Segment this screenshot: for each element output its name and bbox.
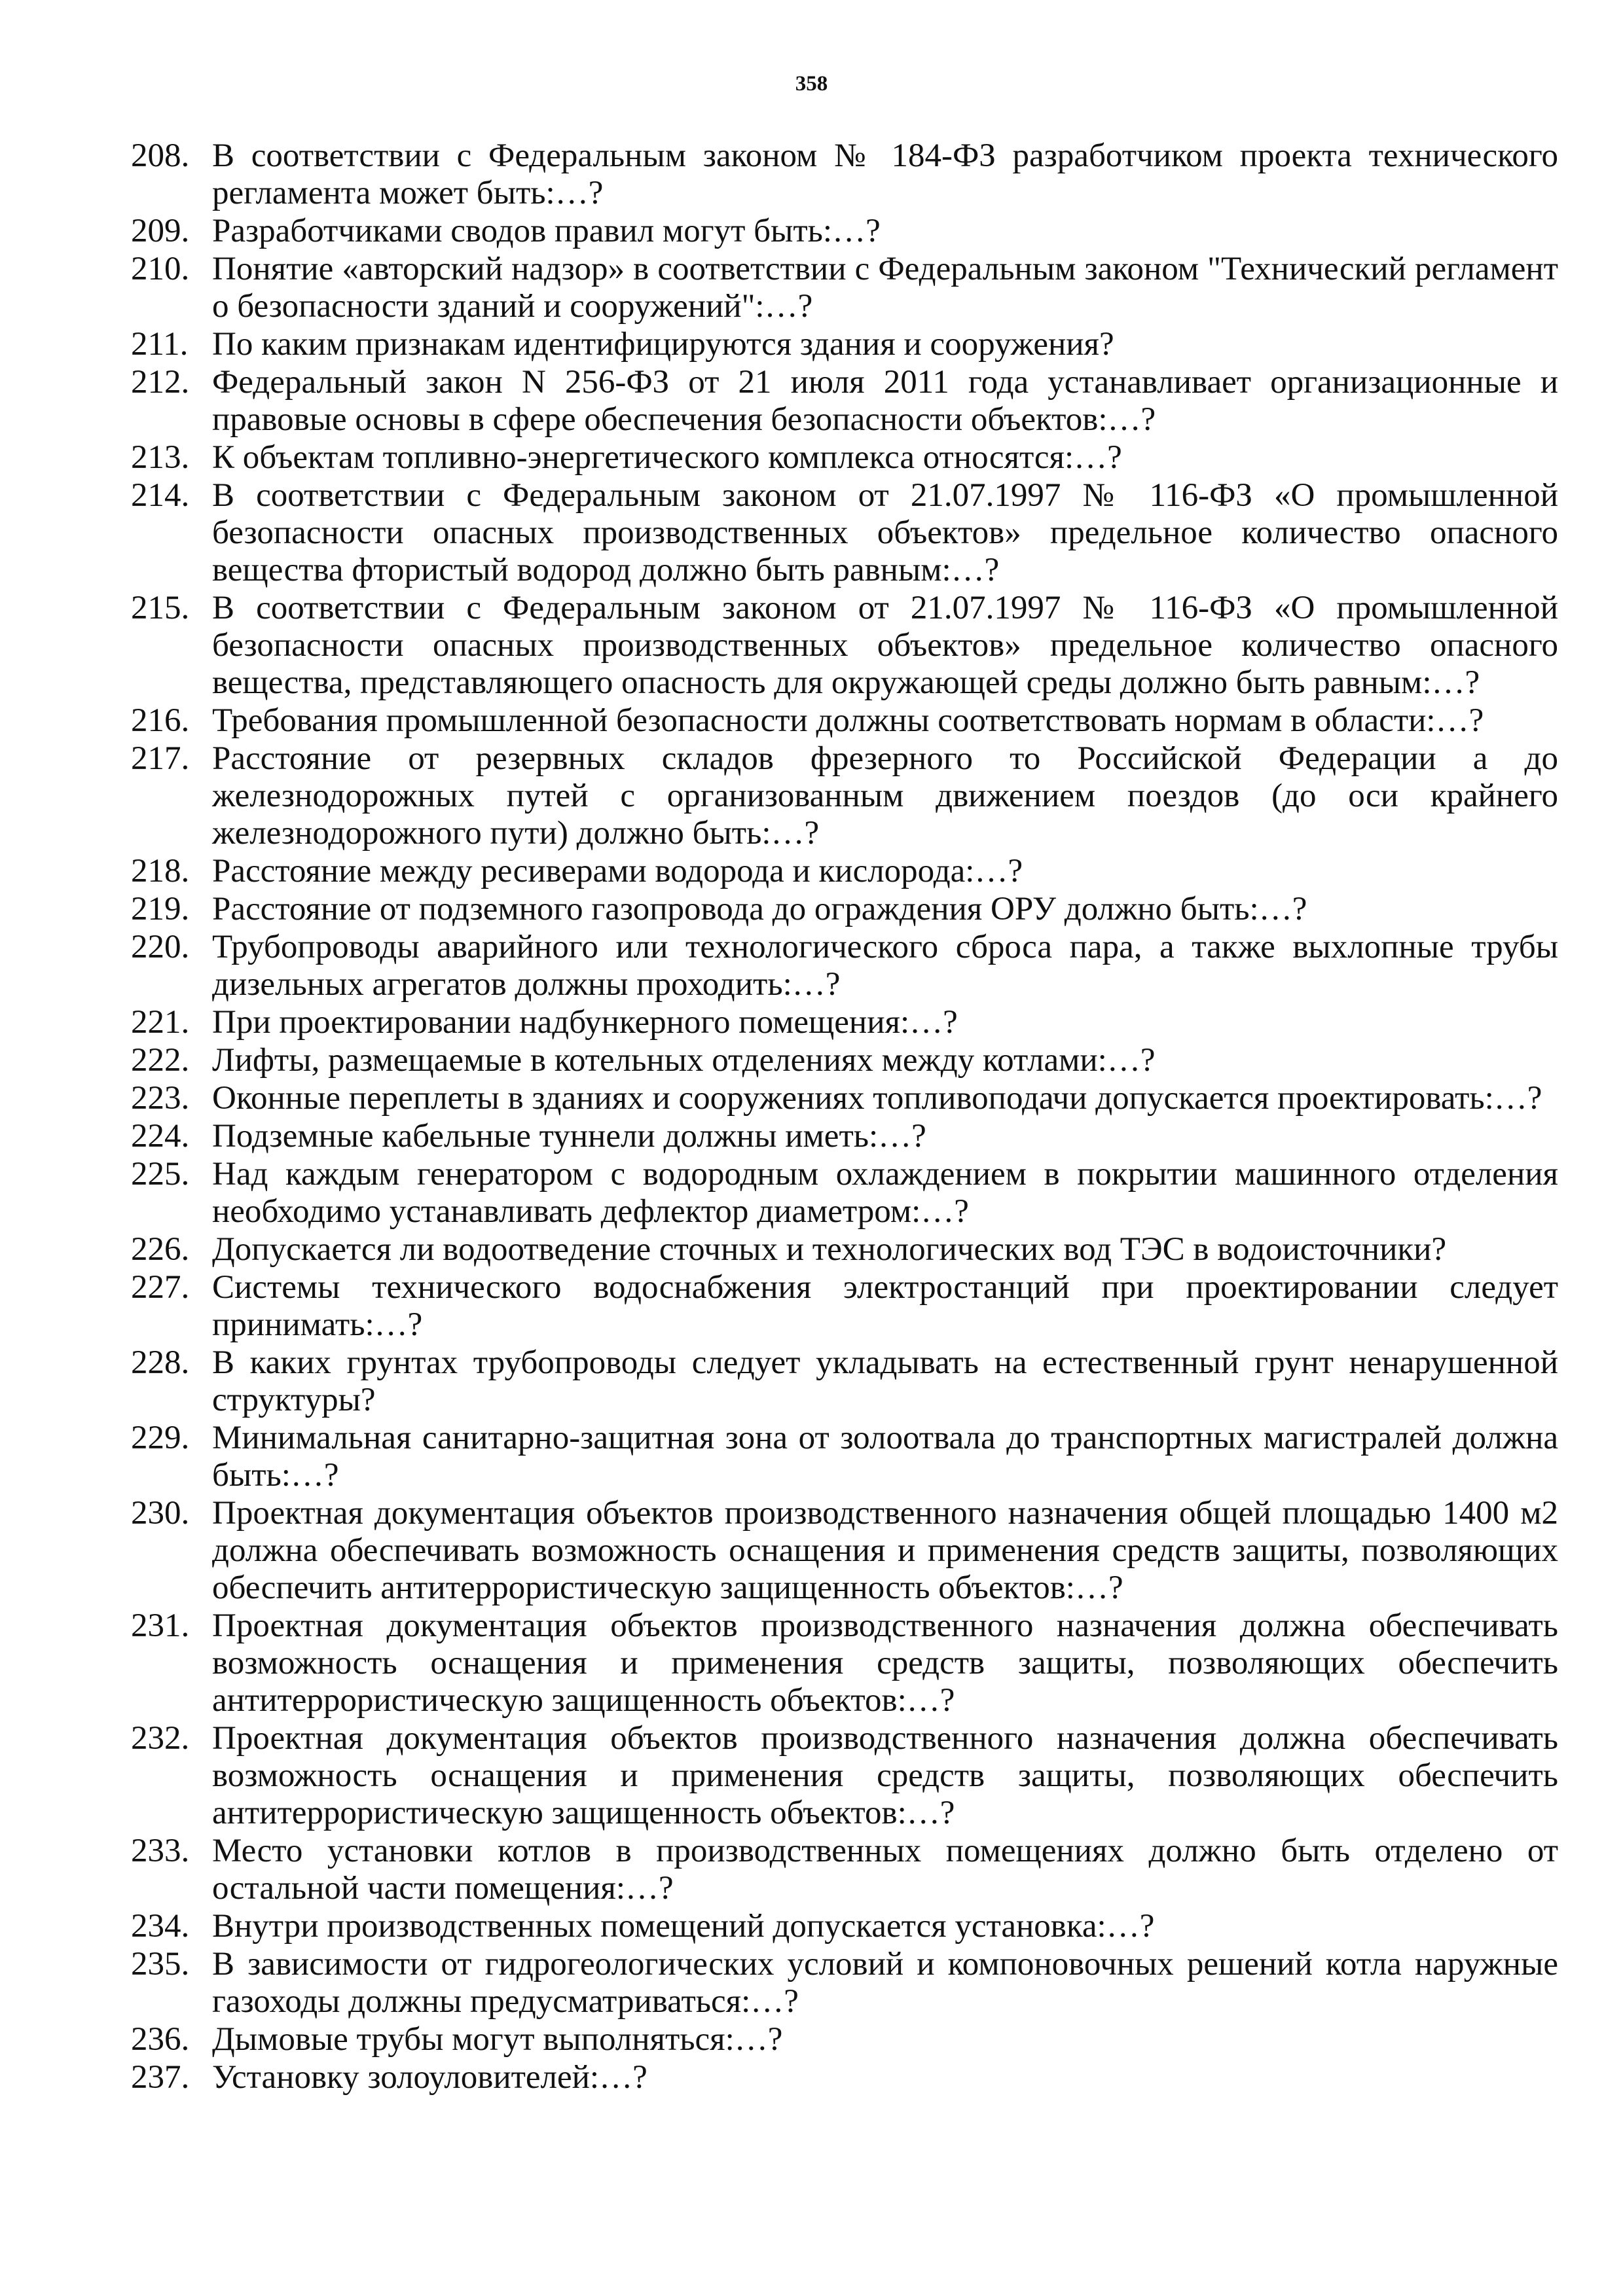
question-item — [131, 1495, 1558, 1607]
question-number: 236. — [131, 2021, 190, 2058]
question-text: Системы технического водоснабжения электростанций при проектировании следует принимать:…? — [212, 1269, 1558, 1343]
question-text: Над каждым генератором с водородным охлаждением в покрытии машинного отделения необходимо устанавливать дефлектор диаметром:…? — [212, 1156, 1558, 1230]
question-text: Установку золоуловителей:…? — [212, 2059, 647, 2096]
question-item — [131, 1607, 1558, 1719]
question-number: 237. — [131, 2059, 190, 2096]
question-item — [131, 740, 1558, 852]
question-item — [131, 137, 1558, 212]
question-text: Допускается ли водоотведение сточных и технологических вод ТЭС в водоисточники? — [212, 1231, 1447, 1268]
question-text: Минимальная санитарно-защитная зона от золоотвала до транспортных магистралей должна быть:…? — [212, 1420, 1558, 1494]
question-text: Разработчиками сводов правил могут быть:…? — [212, 213, 881, 249]
question-item — [131, 929, 1558, 1003]
question-text: В зависимости от гидрогеологических условий и компоновочных решений котла наружные газоходы должны предусматриваться:…? — [212, 1946, 1558, 2020]
question-number: 208. — [131, 137, 190, 174]
question-text: В соответствии с Федеральным законом от 21.07.1997 № 116-ФЗ «О промышленной безопасности опасных производственных объектов» предельное количество опасного вещества, представляющего опасность для окружающей среды должно быть равным:…? — [212, 590, 1558, 701]
question-text: Понятие «авторский надзор» в соответствии с Федеральным законом "Технический регламент о безопасности зданий и сооружений":…? — [212, 251, 1558, 325]
question-text: Проектная документация объектов производственного назначения должна обеспечивать возможность оснащения и применения средств защиты, позволяющих обеспечить антитеррористическую защищенность объектов:…? — [212, 1720, 1558, 1831]
question-number: 211. — [131, 326, 189, 363]
question-item — [131, 1833, 1558, 1907]
question-text: Дымовые трубы могут выполняться:…? — [212, 2021, 783, 2058]
question-number: 218. — [131, 853, 190, 889]
question-number: 213. — [131, 439, 190, 476]
question-number: 228. — [131, 1344, 190, 1381]
question-number: 235. — [131, 1946, 190, 1982]
question-number: 210. — [131, 251, 190, 287]
question-number: 231. — [131, 1607, 190, 1644]
question-text: Место установки котлов в производственных помещениях должно быть отделено от остальной части помещения:…? — [212, 1833, 1558, 1907]
question-number: 215. — [131, 590, 190, 626]
question-item — [131, 1344, 1558, 1419]
question-item — [131, 1946, 1558, 2020]
question-text: Федеральный закон N 256-ФЗ от 21 июля 2011 года устанавливает организационные и правовые основы в сфере обеспечения безопасности объектов:…? — [212, 364, 1558, 438]
question-number: 229. — [131, 1420, 190, 1456]
question-item — [131, 213, 1558, 250]
question-item — [131, 891, 1558, 928]
question-text: В каких грунтах трубопроводы следует укладывать на естественный грунт ненарушенной структуры? — [212, 1344, 1558, 1418]
question-text: По каким признакам идентифицируются здания и сооружения? — [212, 326, 1114, 363]
question-text: В соответствии с Федеральным законом от 21.07.1997 № 116-ФЗ «О промышленной безопасности опасных производственных объектов» предельное количество опасного вещества фтористый водород должно быть равным:…? — [212, 477, 1558, 588]
question-text: Проектная документация объектов производственного назначения должна обеспечивать возможность оснащения и применения средств защиты, позволяющих обеспечить антитеррористическую защищенность объектов:…? — [212, 1607, 1558, 1719]
question-item — [131, 1908, 1558, 1945]
question-number: 224. — [131, 1118, 190, 1155]
question-item — [131, 326, 1558, 363]
question-number: 234. — [131, 1908, 190, 1945]
question-item — [131, 702, 1558, 740]
question-number: 221. — [131, 1004, 190, 1041]
question-item — [131, 477, 1558, 589]
question-text: Оконные переплеты в зданиях и сооружениях топливоподачи допускается проектировать:…? — [212, 1080, 1542, 1117]
question-item — [131, 590, 1558, 702]
question-number: 227. — [131, 1269, 190, 1306]
question-item — [131, 1269, 1558, 1344]
question-number: 233. — [131, 1833, 190, 1869]
question-item — [131, 1720, 1558, 1832]
question-item — [131, 251, 1558, 325]
question-text: В соответствии с Федеральным законом № 184-ФЗ разработчиком проекта технического регламента может быть:…? — [212, 137, 1558, 211]
question-item — [131, 1420, 1558, 1494]
question-number: 220. — [131, 929, 190, 965]
question-text: При проектировании надбункерного помещения:…? — [212, 1004, 958, 1041]
question-item — [131, 1080, 1558, 1117]
question-number: 219. — [131, 891, 190, 927]
question-number: 232. — [131, 1720, 190, 1757]
question-number: 230. — [131, 1495, 190, 1532]
question-list — [131, 137, 1558, 2097]
question-text: Внутри производственных помещений допускается установка:…? — [212, 1908, 1155, 1945]
question-number: 209. — [131, 213, 190, 249]
question-item — [131, 1231, 1558, 1268]
page-number: 358 — [795, 72, 828, 96]
question-number: 214. — [131, 477, 190, 514]
question-text: Расстояние между ресиверами водорода и кислорода:…? — [212, 853, 1023, 889]
question-number: 217. — [131, 740, 190, 777]
question-text: Проектная документация объектов производственного назначения общей площадью 1400 м2 должна обеспечивать возможность оснащения и применения средств защиты, позволяющих обеспечить антитеррористическую защищенность объектов:…? — [212, 1495, 1558, 1606]
question-text: Требования промышленной безопасности должны соответствовать нормам в области:…? — [212, 702, 1484, 739]
question-number: 216. — [131, 702, 190, 739]
question-number: 222. — [131, 1042, 190, 1079]
question-item — [131, 364, 1558, 439]
question-item — [131, 439, 1558, 476]
question-text: Лифты, размещаемые в котельных отделениях между котлами:…? — [212, 1042, 1156, 1079]
question-number: 226. — [131, 1231, 190, 1268]
question-item — [131, 1156, 1558, 1230]
question-item — [131, 1042, 1558, 1079]
question-text: Подземные кабельные туннели должны иметь:…? — [212, 1118, 926, 1155]
question-item — [131, 2021, 1558, 2058]
question-item — [131, 1118, 1558, 1155]
question-item — [131, 1004, 1558, 1041]
question-item — [131, 853, 1558, 890]
question-text: Трубопроводы аварийного или технологического сброса пара, а также выхлопные трубы дизельных агрегатов должны проходить:…? — [212, 929, 1558, 1003]
question-number: 212. — [131, 364, 190, 401]
question-text: Расстояние от подземного газопровода до ограждения ОРУ должно быть:…? — [212, 891, 1307, 927]
question-number: 223. — [131, 1080, 190, 1117]
question-text: К объектам топливно-энергетического комплекса относятся:…? — [212, 439, 1122, 476]
question-number: 225. — [131, 1156, 190, 1193]
question-item — [131, 2059, 1558, 2096]
question-text: Расстояние от резервных складов фрезерного то Российской Федерации а до железнодорожных путей с организованным движением поездов (до оси крайнего железнодорожного пути) должно быть:…? — [212, 740, 1558, 852]
